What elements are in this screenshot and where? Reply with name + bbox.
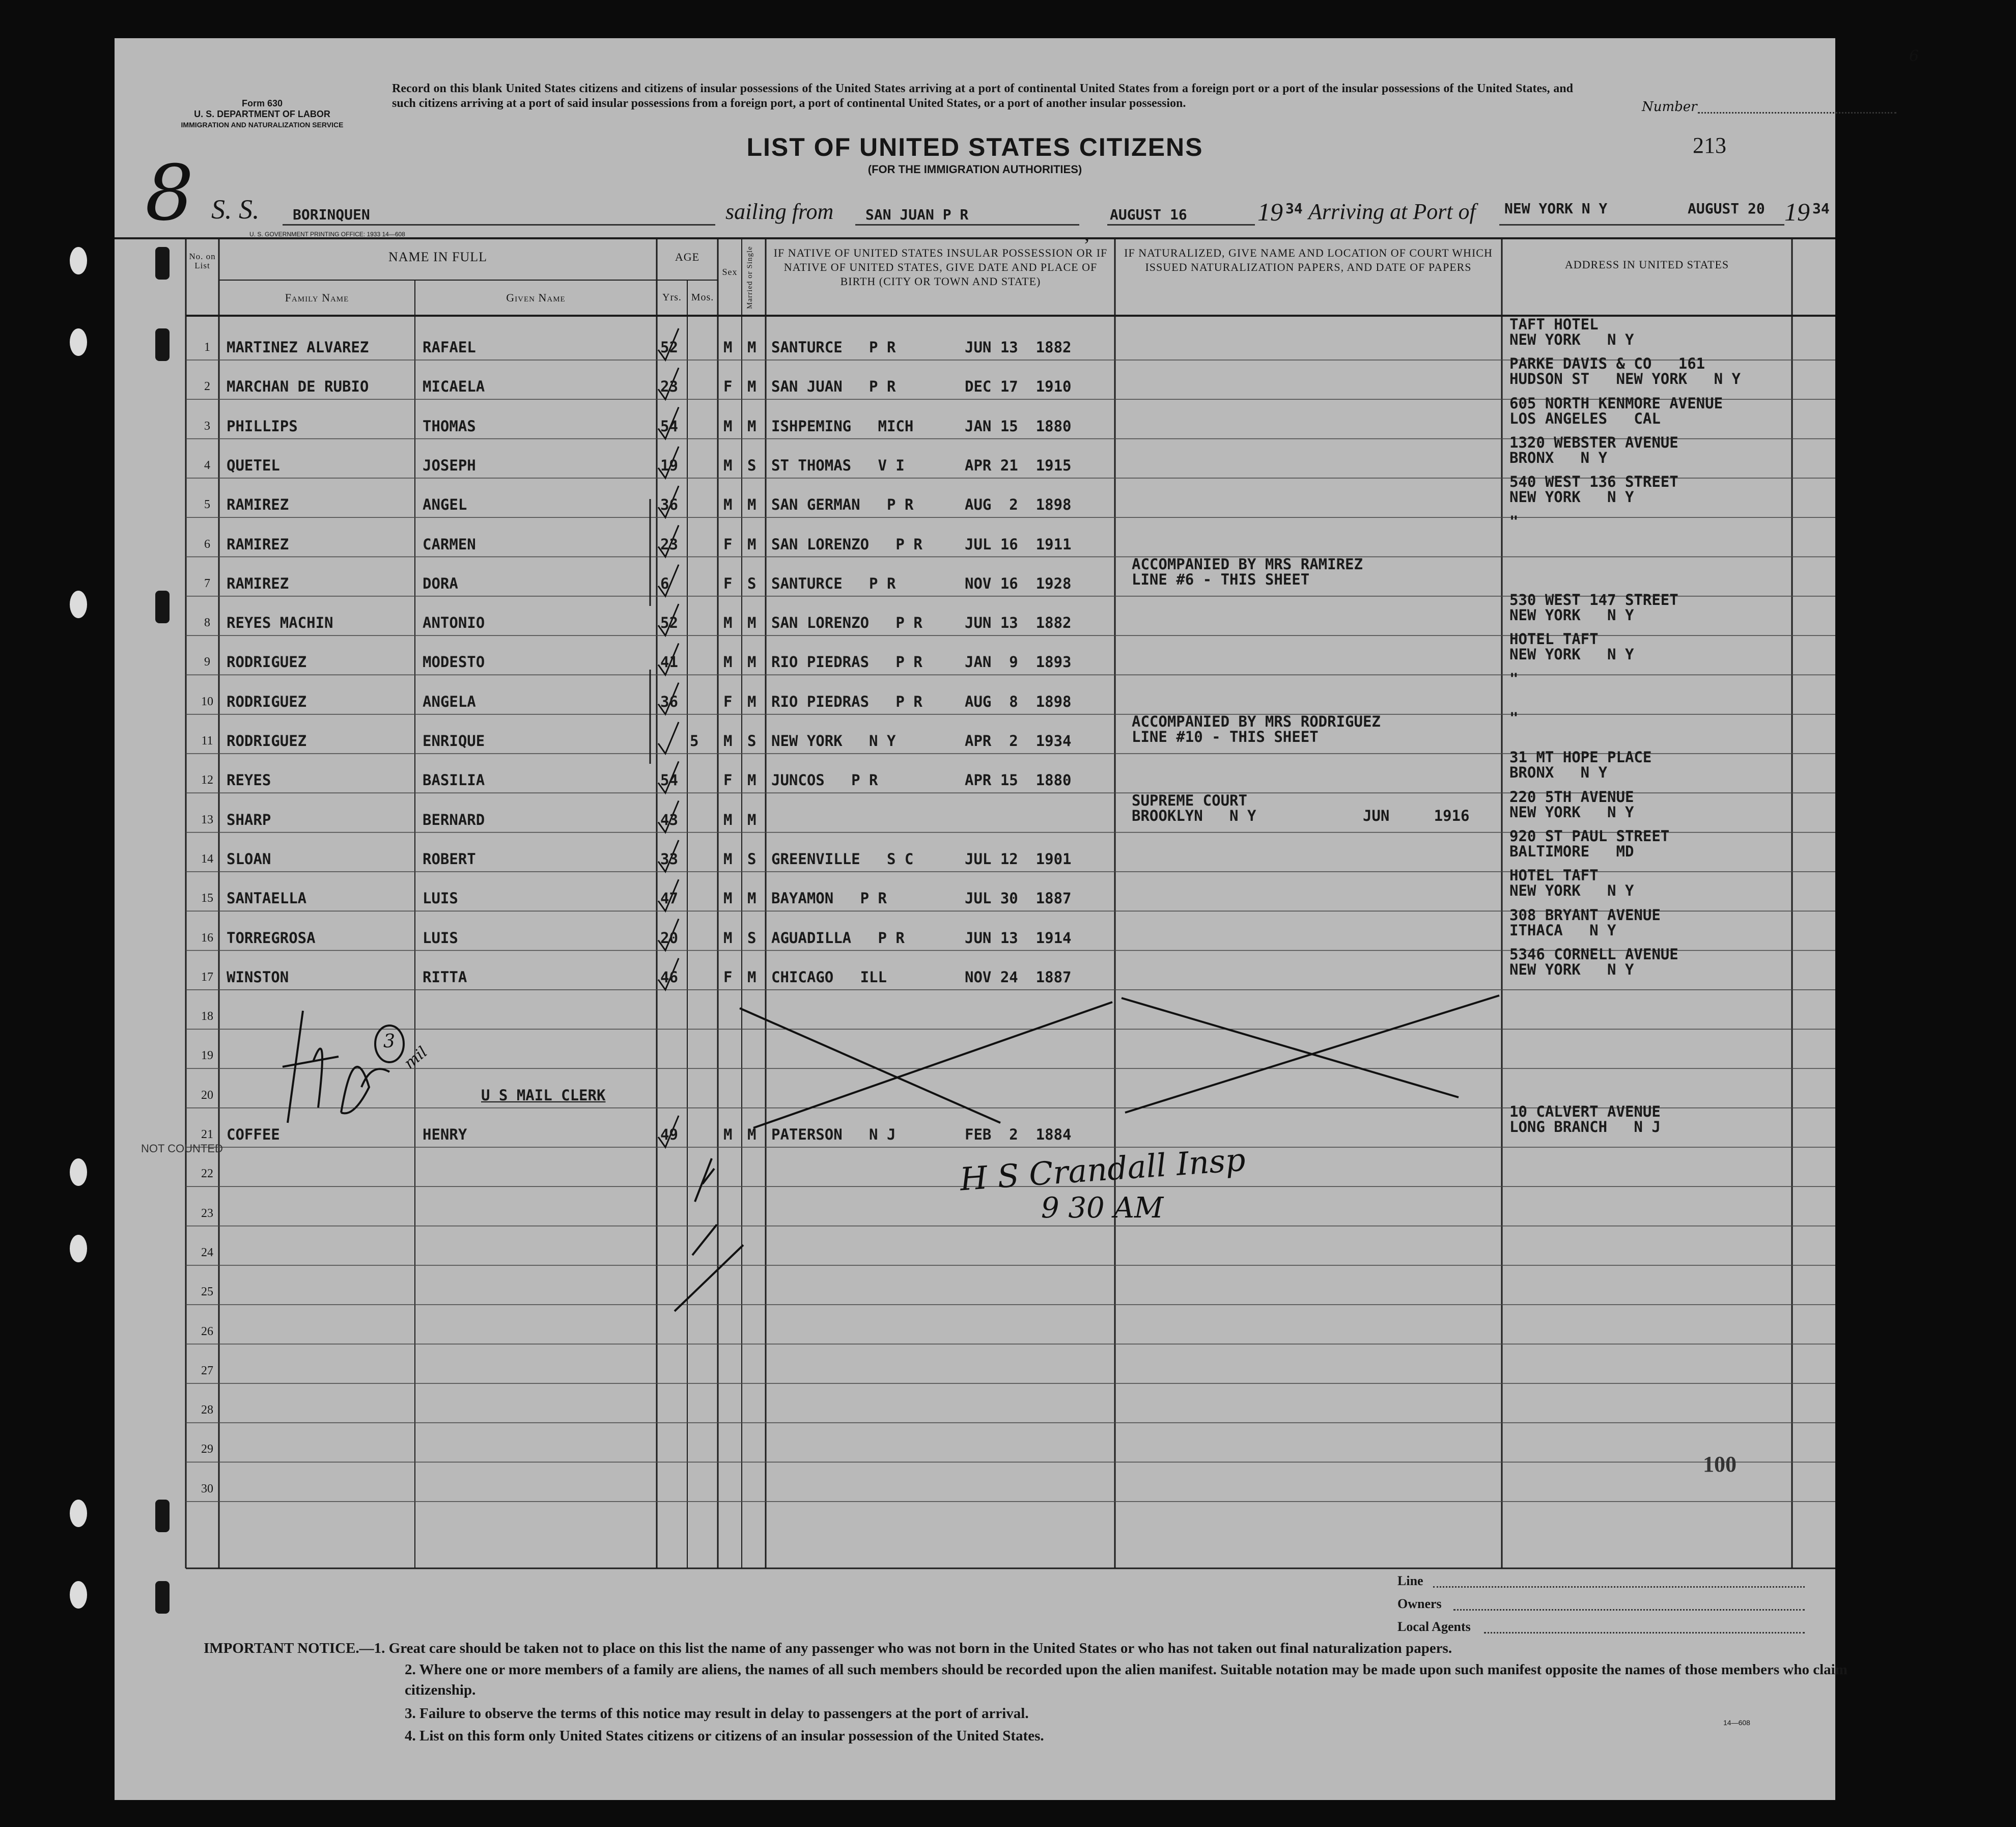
- form-subtitle: (FOR THE IMMIGRATION AUTHORITIES): [867, 163, 1082, 176]
- binder-hole: [70, 247, 87, 274]
- given-name: ANGELA: [423, 693, 476, 710]
- age-years: 36: [660, 693, 678, 710]
- binder-hole: [70, 1581, 87, 1609]
- row-number: 23: [201, 1206, 213, 1220]
- sex: M: [723, 614, 733, 632]
- given-name: U S MAIL CLERK: [481, 1086, 606, 1104]
- hand-initials: [284, 1018, 296, 1024]
- row-number: 9: [204, 655, 210, 669]
- row-number: 29: [201, 1443, 213, 1456]
- row-number: 22: [201, 1167, 213, 1181]
- row-number: 17: [201, 970, 213, 984]
- row-number: 18: [201, 1010, 213, 1023]
- birth-place: PATERSON N J: [771, 1126, 896, 1143]
- sex: F: [723, 771, 733, 789]
- binder-hole: [70, 591, 87, 618]
- manifest-sheet: [115, 38, 1919, 1800]
- birth-date: JUL 30 1887: [965, 890, 1072, 907]
- birth-date: NOV 16 1928: [965, 574, 1072, 592]
- not-counted-stamp: NOT COUNTED: [141, 1142, 223, 1155]
- birth-date: JUN 13 1914: [965, 929, 1072, 947]
- family-name: RODRIGUEZ: [227, 653, 307, 671]
- birth-date: APR 15 1880: [965, 771, 1072, 789]
- arrival-date: AUGUST 20: [1688, 200, 1765, 217]
- birth-place: SAN JUAN P R: [771, 378, 896, 396]
- naturalization-line-2: LINE #10 - THIS SHEET: [1132, 728, 1319, 745]
- family-name: QUETEL: [227, 456, 280, 474]
- birth-place: SAN LORENZO P R: [771, 535, 922, 553]
- row-number: 12: [201, 773, 213, 787]
- age-years: 19: [660, 456, 678, 474]
- birth-place: RIO PIEDRAS P R: [771, 693, 922, 710]
- address-line-1: 1320 WEBSTER AVENUE: [1509, 433, 1678, 451]
- arrival-year-prefix: 19: [1784, 198, 1810, 226]
- address-line-2: NEW YORK N Y: [1509, 646, 1634, 663]
- marital-status: M: [747, 378, 757, 396]
- marital-status: S: [747, 850, 757, 868]
- given-name: MODESTO: [423, 653, 485, 671]
- given-name: JOSEPH: [423, 456, 476, 474]
- birth-place: SANTURCE P R: [771, 339, 896, 356]
- row-number: 2: [204, 380, 210, 394]
- birth-place: SAN LORENZO P R: [771, 614, 922, 632]
- given-name: DORA: [423, 574, 458, 592]
- marital-status: M: [747, 771, 757, 789]
- birth-date: AUG 8 1898: [965, 693, 1072, 710]
- notice-1: —1. Great care should be taken not to place on this list the name of any passenger who was not born in the United States or who has not taken out final naturalization papers.: [359, 1640, 1452, 1656]
- line-dotline: [1433, 1586, 1805, 1588]
- naturalization-line-1: ACCOMPANIED BY MRS RODRIGUEZ: [1132, 713, 1381, 730]
- sailing-port: SAN JUAN P R: [865, 206, 969, 223]
- marital-status: S: [747, 929, 757, 947]
- family-name: REYES: [227, 771, 271, 789]
- birth-date: JAN 9 1893: [965, 653, 1072, 671]
- birth-place: SAN GERMAN P R: [771, 496, 914, 514]
- address-line-1: HOTEL TAFT: [1509, 867, 1599, 884]
- birth-date: AUG 2 1898: [965, 496, 1072, 514]
- address-line-1: TAFT HOTEL: [1509, 316, 1599, 333]
- address-line-1: 920 ST PAUL STREET: [1509, 827, 1670, 845]
- address-line-1: PARKE DAVIS & CO 161: [1509, 355, 1705, 373]
- given-name: MICAELA: [423, 378, 485, 396]
- given-name: ANTONIO: [423, 614, 485, 632]
- age-years: 52: [660, 339, 678, 356]
- row-number: 6: [204, 537, 210, 551]
- family-name: SHARP: [227, 811, 271, 828]
- family-name: RODRIGUEZ: [227, 693, 307, 710]
- row-number: 27: [201, 1364, 213, 1377]
- sex: M: [723, 929, 733, 947]
- sex: M: [723, 653, 733, 671]
- marital-status: S: [747, 456, 757, 474]
- sex: M: [723, 456, 733, 474]
- row-number: 15: [201, 892, 213, 905]
- address-line-1: HOTEL TAFT: [1509, 630, 1599, 648]
- row-number: 10: [201, 695, 213, 708]
- family-name: SANTAELLA: [227, 890, 307, 907]
- address-line-2: NEW YORK N Y: [1509, 331, 1634, 348]
- departure-date: AUGUST 16: [1110, 206, 1187, 223]
- sex: M: [723, 417, 733, 435]
- sex: M: [723, 496, 733, 514]
- total-count: 100: [1703, 1452, 1737, 1477]
- birth-date: JUN 13 1882: [965, 614, 1072, 632]
- col-birth: IF NATIVE OF UNITED STATES INSULAR POSSESSION OR IF NATIVE OF UNITED STATES, GIVE DATE AND PLACE OF BIRTH (CITY OR TOWN AND STATE): [773, 246, 1108, 288]
- binder-hole: [70, 1500, 87, 1527]
- naturalization-line-2: BROOKLYN N Y JUN 1916: [1132, 807, 1470, 824]
- row-number: 20: [201, 1088, 213, 1102]
- sex: M: [723, 811, 733, 828]
- birth-date: APR 21 1915: [965, 456, 1072, 474]
- given-name: RITTA: [423, 968, 467, 986]
- address-line-2: NEW YORK N Y: [1509, 882, 1634, 900]
- address-line-2: BRONX N Y: [1509, 449, 1608, 466]
- hand-time: 9 30 AM: [1041, 1192, 1164, 1225]
- age-years: 20: [660, 929, 678, 947]
- col-no-on-list: No. on List: [189, 252, 216, 270]
- birth-place: AGUADILLA P R: [771, 929, 905, 947]
- arrival-port: NEW YORK N Y: [1504, 200, 1608, 217]
- notice-3: 3. Failure to observe the terms of this notice may result in delay to passengers at the port of arrival.: [405, 1705, 1029, 1722]
- row-number: 25: [201, 1285, 213, 1299]
- col-age: AGE: [675, 251, 700, 263]
- family-name: WINSTON: [227, 968, 289, 986]
- col-sex: Sex: [722, 267, 738, 277]
- sex: M: [723, 890, 733, 907]
- given-name: HENRY: [423, 1126, 467, 1143]
- row-number: 14: [201, 852, 213, 866]
- marital-status: S: [747, 574, 757, 592]
- hand-signature: H S Crandall Insp: [959, 1141, 1247, 1198]
- address-line-2: LONG BRANCH N J: [1509, 1118, 1661, 1136]
- marital-status: M: [747, 417, 757, 435]
- age-years: 36: [660, 496, 678, 514]
- marital-status: S: [747, 732, 757, 750]
- marital-status: M: [747, 890, 757, 907]
- printing-office: U. S. GOVERNMENT PRINTING OFFICE: 1933 14—608: [249, 231, 405, 238]
- row-number: 4: [204, 458, 210, 472]
- birth-place: SANTURCE P R: [771, 574, 896, 592]
- age-years: 54: [660, 417, 678, 435]
- naturalization-line-2: LINE #6 - THIS SHEET: [1132, 570, 1310, 588]
- age-years: 49: [660, 1126, 678, 1143]
- row-number: 30: [201, 1482, 213, 1496]
- given-name: ANGEL: [423, 496, 467, 514]
- family-name: PHILLIPS: [227, 417, 298, 435]
- row-number: 7: [204, 576, 210, 590]
- col-mos: Mos.: [691, 292, 714, 303]
- sex: M: [723, 1126, 733, 1143]
- row-number: 13: [201, 813, 213, 826]
- row-number: 26: [201, 1324, 213, 1338]
- notice-4: 4. List on this form only United States citizens or citizens of an insular possession of the United States.: [405, 1728, 1044, 1744]
- address-line-1: ": [1509, 670, 1519, 687]
- age-months: 5: [690, 732, 699, 750]
- col-given-name: Given Name: [506, 291, 566, 304]
- sailing-label: sailing from: [725, 199, 834, 224]
- family-name: RODRIGUEZ: [227, 732, 307, 750]
- age-years: 54: [660, 771, 678, 789]
- birth-date: JUN 13 1882: [965, 339, 1072, 356]
- col-yrs: Yrs.: [662, 292, 682, 303]
- owners-label: Owners: [1397, 1596, 1442, 1611]
- marital-status: M: [747, 614, 757, 632]
- important-notice: [204, 1637, 1823, 1659]
- naturalization-line-1: ACCOMPANIED BY MRS RAMIREZ: [1132, 555, 1363, 573]
- binder-hole: [70, 1158, 87, 1186]
- address-line-2: NEW YORK N Y: [1509, 960, 1634, 978]
- marital-status: M: [747, 693, 757, 710]
- sex: M: [723, 339, 733, 356]
- form-service: IMMIGRATION AND NATURALIZATION SERVICE: [181, 121, 344, 129]
- col-naturalized: IF NATURALIZED, GIVE NAME AND LOCATION OF COURT WHICH ISSUED NATURALIZATION PAPERS, AND DATE OF PAPERS: [1124, 246, 1493, 273]
- row-number: 5: [204, 498, 210, 512]
- family-name: RAMIREZ: [227, 496, 289, 514]
- given-name: BASILIA: [423, 771, 485, 789]
- address-line-1: 605 NORTH KENMORE AVENUE: [1509, 394, 1723, 412]
- birth-place: ISHPEMING MICH: [771, 417, 914, 435]
- family-name: TORREGROSA: [227, 929, 316, 947]
- given-name: BERNARD: [423, 811, 485, 828]
- notice-title: IMPORTANT NOTICE.: [204, 1640, 359, 1656]
- col-address: ADDRESS IN UNITED STATES: [1564, 258, 1729, 271]
- age-years: 46: [660, 968, 678, 986]
- family-name: REYES MACHIN: [227, 614, 333, 632]
- col-family-name: Family Name: [285, 291, 349, 304]
- sex: F: [723, 968, 733, 986]
- row-number: 19: [201, 1049, 213, 1063]
- corner-page-number: 6: [1909, 47, 1919, 65]
- birth-date: JUL 16 1911: [965, 535, 1072, 553]
- marital-status: M: [747, 496, 757, 514]
- family-name: MARTINEZ ALVAREZ: [227, 339, 369, 356]
- given-name: RAFAEL: [423, 339, 476, 356]
- comma-mark: ,: [1084, 222, 1089, 245]
- number-value: 213: [1693, 133, 1726, 158]
- hand-mil: mil: [401, 1043, 431, 1073]
- birth-date: JAN 15 1880: [965, 417, 1072, 435]
- family-name: SLOAN: [227, 850, 271, 868]
- sex: M: [723, 732, 733, 750]
- given-name: LUIS: [423, 929, 458, 947]
- form-dept: U. S. DEPARTMENT OF LABOR: [194, 109, 330, 119]
- family-name: MARCHAN DE RUBIO: [227, 378, 369, 396]
- binder-hole: [70, 328, 87, 356]
- owners-dotline: [1453, 1609, 1805, 1611]
- arrival-year: 34: [1812, 200, 1830, 217]
- line-label: Line: [1397, 1573, 1423, 1588]
- birth-date: FEB 2 1884: [965, 1126, 1072, 1143]
- arriving-label: Arriving at Port of: [1308, 199, 1476, 224]
- age-years: 6: [660, 574, 669, 592]
- form-title: LIST OF UNITED STATES CITIZENS: [746, 133, 1203, 161]
- address-line-2: LOS ANGELES CAL: [1509, 409, 1661, 427]
- sex: F: [723, 378, 733, 396]
- row-number: 24: [201, 1245, 213, 1259]
- departure-year-prefix: 19: [1257, 198, 1283, 226]
- address-line-1: ": [1509, 512, 1519, 530]
- family-name: RAMIREZ: [227, 574, 289, 592]
- age-years: 52: [660, 614, 678, 632]
- col-married-single: Married or Single: [746, 246, 754, 309]
- marital-status: M: [747, 811, 757, 828]
- birth-place: NEW YORK N Y: [771, 732, 896, 750]
- row-number: 3: [204, 419, 210, 433]
- address-line-2: NEW YORK N Y: [1509, 803, 1634, 821]
- row-number: 8: [204, 616, 210, 630]
- marital-status: M: [747, 653, 757, 671]
- agents-dotline: [1484, 1632, 1805, 1634]
- row-number: 28: [201, 1403, 213, 1417]
- age-years: 23: [660, 378, 678, 396]
- address-line-1: 530 WEST 147 STREET: [1509, 591, 1678, 609]
- agents-label: Local Agents: [1397, 1619, 1471, 1634]
- birth-date: NOV 24 1887: [965, 968, 1072, 986]
- birth-date: DEC 17 1910: [965, 378, 1072, 396]
- form-code: 14—608: [1723, 1719, 1750, 1727]
- birth-place: RIO PIEDRAS P R: [771, 653, 922, 671]
- birth-place: GREENVILLE S C: [771, 850, 914, 868]
- family-name: COFFEE: [227, 1126, 280, 1143]
- address-line-1: ": [1509, 709, 1519, 727]
- age-years: 47: [660, 890, 678, 907]
- address-line-2: NEW YORK N Y: [1509, 606, 1634, 624]
- marital-status: M: [747, 968, 757, 986]
- binder-hole: [70, 1235, 87, 1262]
- notice-2: 2. Where one or more members of a family are aliens, the names of all such members should be recorded upon the alien manifest. Suitable notation may be made upon such manifest opposite the names of those members who claim citizenship.: [405, 1662, 1847, 1698]
- number-label: Number: [1642, 99, 1697, 115]
- address-line-2: ITHACA N Y: [1509, 921, 1616, 939]
- birth-place: ST THOMAS V I: [771, 456, 905, 474]
- given-name: LUIS: [423, 890, 458, 907]
- age-years: 23: [660, 535, 678, 553]
- address-line-1: 31 MT HOPE PLACE: [1509, 749, 1652, 766]
- departure-year: 34: [1285, 200, 1303, 217]
- ss-label: S. S.: [211, 194, 260, 225]
- age-years: 41: [660, 653, 678, 671]
- form-instructions: Record on this blank United States citizens and citizens of insular possessions of the United States arriving at a port of continental United States from a foreign port or a port of the insular possessions of the United States, and such citizens arriving at a port of said insular possessions from a foreign port, a port of continental United States, or a port of another insular possession.: [392, 82, 1573, 110]
- row-number: 21: [201, 1128, 213, 1141]
- address-line-2: BRONX N Y: [1509, 764, 1608, 782]
- address-line-1: 308 BRYANT AVENUE: [1509, 906, 1661, 924]
- given-name: THOMAS: [423, 417, 476, 435]
- address-line-2: NEW YORK N Y: [1509, 488, 1634, 506]
- address-line-1: 220 5TH AVENUE: [1509, 788, 1634, 806]
- marital-status: M: [747, 339, 757, 356]
- row-number: 16: [201, 931, 213, 945]
- address-line-2: HUDSON ST NEW YORK N Y: [1509, 370, 1741, 388]
- naturalization-line-1: SUPREME COURT: [1132, 791, 1247, 809]
- sheet-mark: 8: [145, 149, 194, 238]
- birth-place: BAYAMON P R: [771, 890, 887, 907]
- address-line-1: 540 WEST 136 STREET: [1509, 473, 1678, 491]
- hand-circled-number: 3: [383, 1031, 395, 1052]
- birth-date: APR 2 1934: [965, 732, 1072, 750]
- age-years: 43: [660, 811, 678, 828]
- col-name-in-full: NAME IN FULL: [388, 250, 487, 264]
- family-name: RAMIREZ: [227, 535, 289, 553]
- given-name: ENRIQUE: [423, 732, 485, 750]
- age-years: 33: [660, 850, 678, 868]
- sex: F: [723, 574, 733, 592]
- row-number: 1: [204, 341, 210, 354]
- birth-date: JUL 12 1901: [965, 850, 1072, 868]
- birth-place: CHICAGO ILL: [771, 968, 887, 986]
- sex: F: [723, 535, 733, 553]
- marital-status: M: [747, 1126, 757, 1143]
- address-line-1: 5346 CORNELL AVENUE: [1509, 945, 1678, 963]
- given-name: ROBERT: [423, 850, 476, 868]
- ship-name: BORINQUEN: [293, 206, 370, 223]
- sex: F: [723, 693, 733, 710]
- given-name: CARMEN: [423, 535, 476, 553]
- birth-place: JUNCOS P R: [771, 771, 878, 789]
- address-line-2: BALTIMORE MD: [1509, 842, 1634, 860]
- row-number: 11: [201, 734, 213, 748]
- address-line-1: 10 CALVERT AVENUE: [1509, 1103, 1661, 1120]
- marital-status: M: [747, 535, 757, 553]
- form-id: Form 630: [241, 98, 283, 108]
- sex: M: [723, 850, 733, 868]
